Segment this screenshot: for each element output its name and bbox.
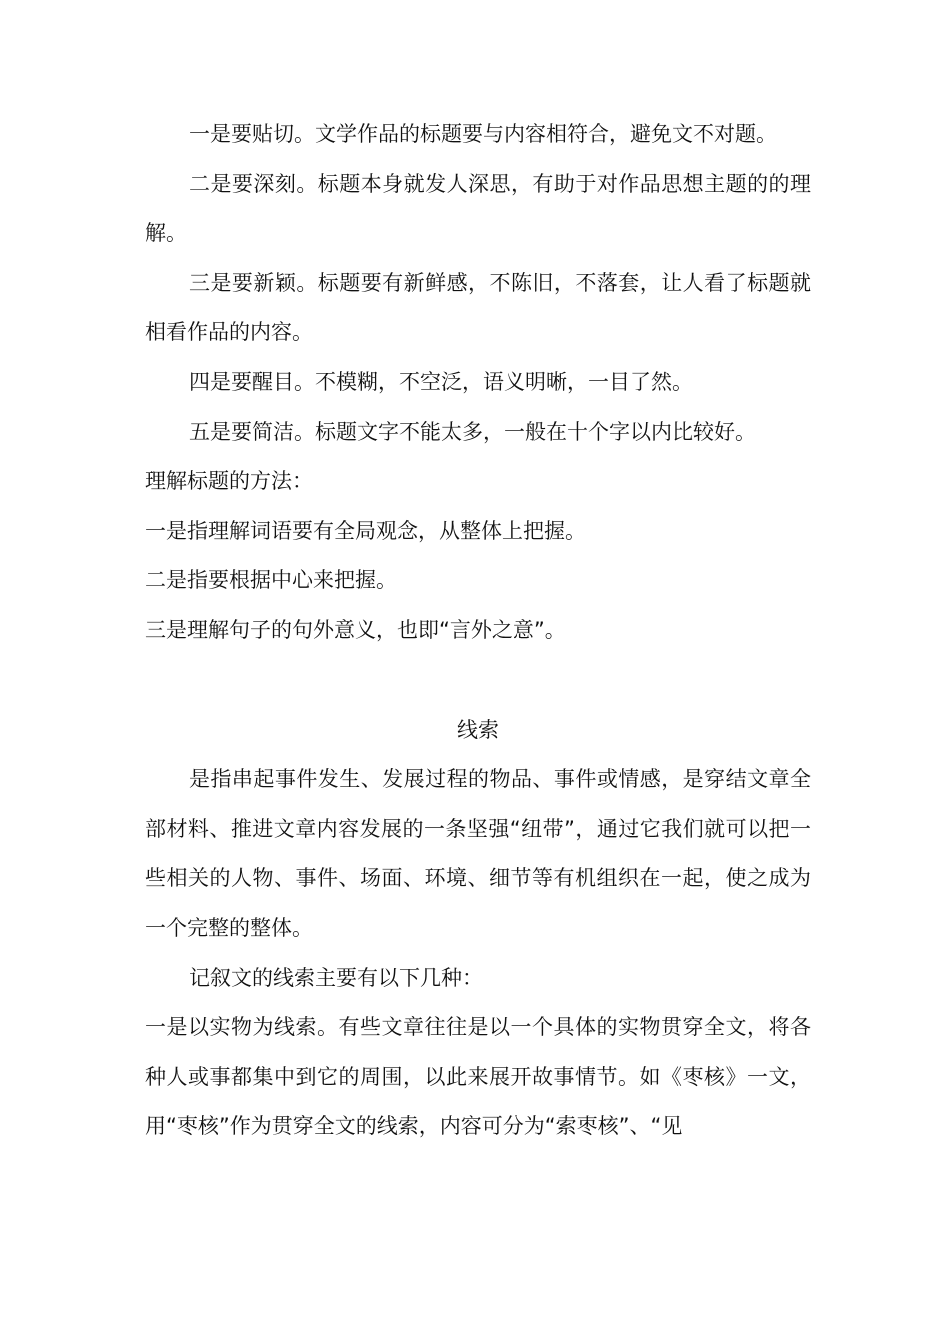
understanding-method-2: 二是指要根据中心来把握。 [145, 568, 397, 593]
understanding-method-1: 一是指理解词语要有全局观念，从整体上把握。 [145, 518, 586, 543]
understanding-heading: 理解标题的方法： [145, 469, 313, 494]
clue-types-intro: 记叙文的线索主要有以下几种： [189, 965, 483, 990]
document-page [145, 110, 811, 1152]
requirement-4: 四是要醒目。不模糊，不空泛，语义明晰，一目了然。 [189, 369, 693, 394]
requirement-3: 三是要新颖。标题要有新鲜感，不陈旧，不落套，让人看了标题就相看作品的内容。 [145, 270, 811, 345]
requirement-2: 二是要深刻。标题本身就发人深思，有助于对作品思想主题的的理解。 [145, 171, 811, 246]
section-title: 线索 [457, 717, 499, 742]
requirement-1: 一是要贴切。文学作品的标题要与内容相符合，避免文不对题。 [189, 122, 777, 146]
clue-definition: 是指串起事件发生、发展过程的物品、事件或情感，是穿结文章全部材料、推进文章内容发展的一条坚强“纽带”，通过它我们就可以把一些相关的人物、事件、场面、环境、细节等有机组织在一起，使之成为一个完整的整体。 [145, 767, 811, 940]
understanding-method-3: 三是理解句子的句外意义，也即“言外之意”。 [145, 617, 566, 642]
requirement-5: 五是要简洁。标题文字不能太多，一般在十个字以内比较好。 [189, 419, 756, 444]
clue-type-1: 一是以实物为线索。有些文章往往是以一个具体的实物贯穿全文，将各种人或事都集中到它的周围，以此来展开故事情节。如《枣核》一文，用“枣核”作为贯穿全文的线索，内容可分为“索枣核”、“见 [145, 1015, 811, 1139]
